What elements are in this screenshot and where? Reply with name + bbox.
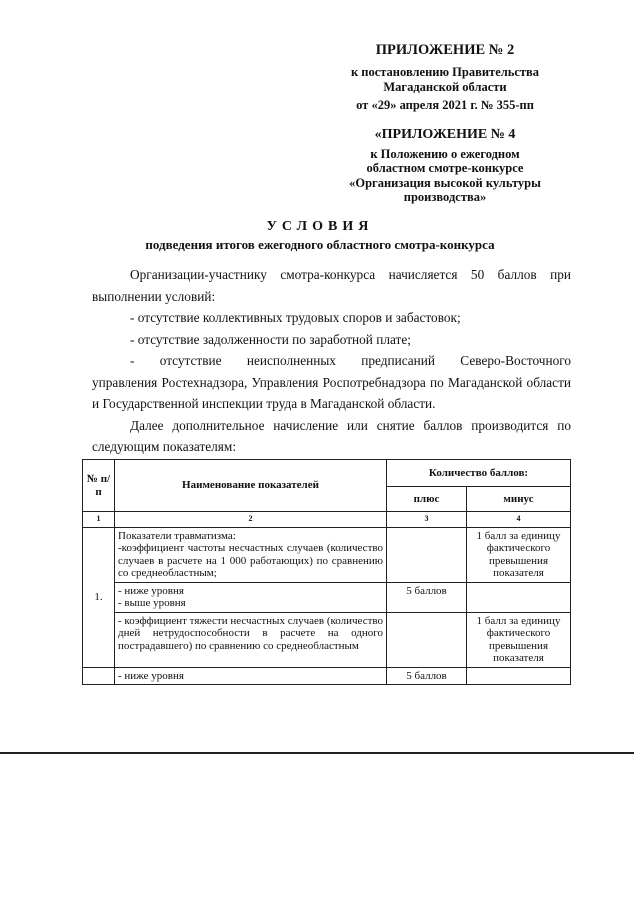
title-main: УСЛОВИЯ xyxy=(266,219,374,234)
header-number: № п/п xyxy=(83,460,115,512)
resolution-line-2: Магаданской области xyxy=(383,79,507,94)
appendix-2-heading: ПРИЛОЖЕНИЕ № 2 xyxy=(375,42,515,58)
column-number-4: 4 xyxy=(467,512,571,528)
header-minus: минус xyxy=(467,487,571,512)
paragraph-intro: Организации-участнику смотра-конкурса начисляется 50 баллов при выполнении условий: xyxy=(92,267,571,304)
table-row xyxy=(83,612,571,667)
column-number-2: 2 xyxy=(115,512,387,528)
table-row xyxy=(83,582,571,612)
severity-level-below: - ниже уровня xyxy=(115,667,387,685)
condition-item-3-rest: управления Ростехнадзора, Управления Роспотребнадзора по Магаданской области и Государственной инспекции труда в Магаданской области. xyxy=(92,374,571,411)
injury-frequency-plus xyxy=(387,527,467,582)
injury-frequency-text: -коэффициент частоты несчастных случаев (количество случаев в расчете на 1 000 работающих) по сравнению со среднеобластным; xyxy=(118,542,383,579)
condition-item-1: - отсутствие коллективных трудовых споров и забастовок; xyxy=(130,310,461,325)
scoring-table xyxy=(82,459,571,685)
level-above: - выше уровня xyxy=(118,597,186,609)
injury-indicators-title: Показатели травматизма: xyxy=(118,529,236,542)
severity-level-minus xyxy=(467,667,571,685)
header-plus: плюс xyxy=(387,487,467,512)
title-sub: подведения итогов ежегодного областного смотра-конкурса xyxy=(145,237,495,252)
page-divider-line xyxy=(0,752,634,754)
appendix-4-heading: «ПРИЛОЖЕНИЕ № 4 xyxy=(374,126,516,142)
document-title xyxy=(0,218,640,254)
condition-item-2: - отсутствие задолженности по заработной плате; xyxy=(130,331,411,347)
injury-severity-text: - коэффициент тяжести несчастных случаев (количество дней нетрудоспособности в расчете на одного пострадавшего) по сравнению со среднеобластным xyxy=(115,612,387,667)
severity-level-plus: 5 баллов xyxy=(387,667,467,685)
column-number-1: 1 xyxy=(83,512,115,528)
regulation-line-4: производства» xyxy=(403,190,487,204)
table-row xyxy=(83,667,571,685)
paragraph-additional: Далее дополнительное начисление или снятие баллов производится по следующим показателям: xyxy=(92,417,571,454)
document-header xyxy=(320,42,570,205)
injury-frequency-cell xyxy=(115,527,387,582)
regulation-line-2: областном смотре-конкурсе xyxy=(366,161,524,175)
conditions-text xyxy=(92,264,571,458)
resolution-line-1: к постановлению Правительства xyxy=(350,65,540,79)
level-below: - ниже уровня xyxy=(118,584,184,597)
column-number-3: 3 xyxy=(387,512,467,528)
level-minus xyxy=(467,582,571,612)
regulation-line-3: «Организация высокой культуры xyxy=(349,175,541,190)
row-number-empty xyxy=(83,667,115,685)
level-cell xyxy=(115,582,387,612)
regulation-line-1: к Положению о ежегодном xyxy=(370,146,520,161)
condition-item-3-start: - отсутствие неисполненных предписаний Северо-Восточного xyxy=(130,353,571,368)
injury-frequency-minus: 1 балл за единицу фактического превышения показателя xyxy=(467,527,571,582)
injury-severity-plus xyxy=(387,612,467,667)
header-indicator-name: Наименование показателей xyxy=(115,460,387,512)
table-row xyxy=(83,527,571,582)
resolution-date: от «29» апреля 2021 г. № 355-пп xyxy=(356,98,534,112)
level-plus: 5 баллов xyxy=(387,582,467,612)
injury-severity-minus: 1 балл за единицу фактического превышения показателя xyxy=(467,612,571,667)
header-points-quantity: Количество баллов: xyxy=(387,460,571,487)
row-number: 1. xyxy=(83,527,115,667)
